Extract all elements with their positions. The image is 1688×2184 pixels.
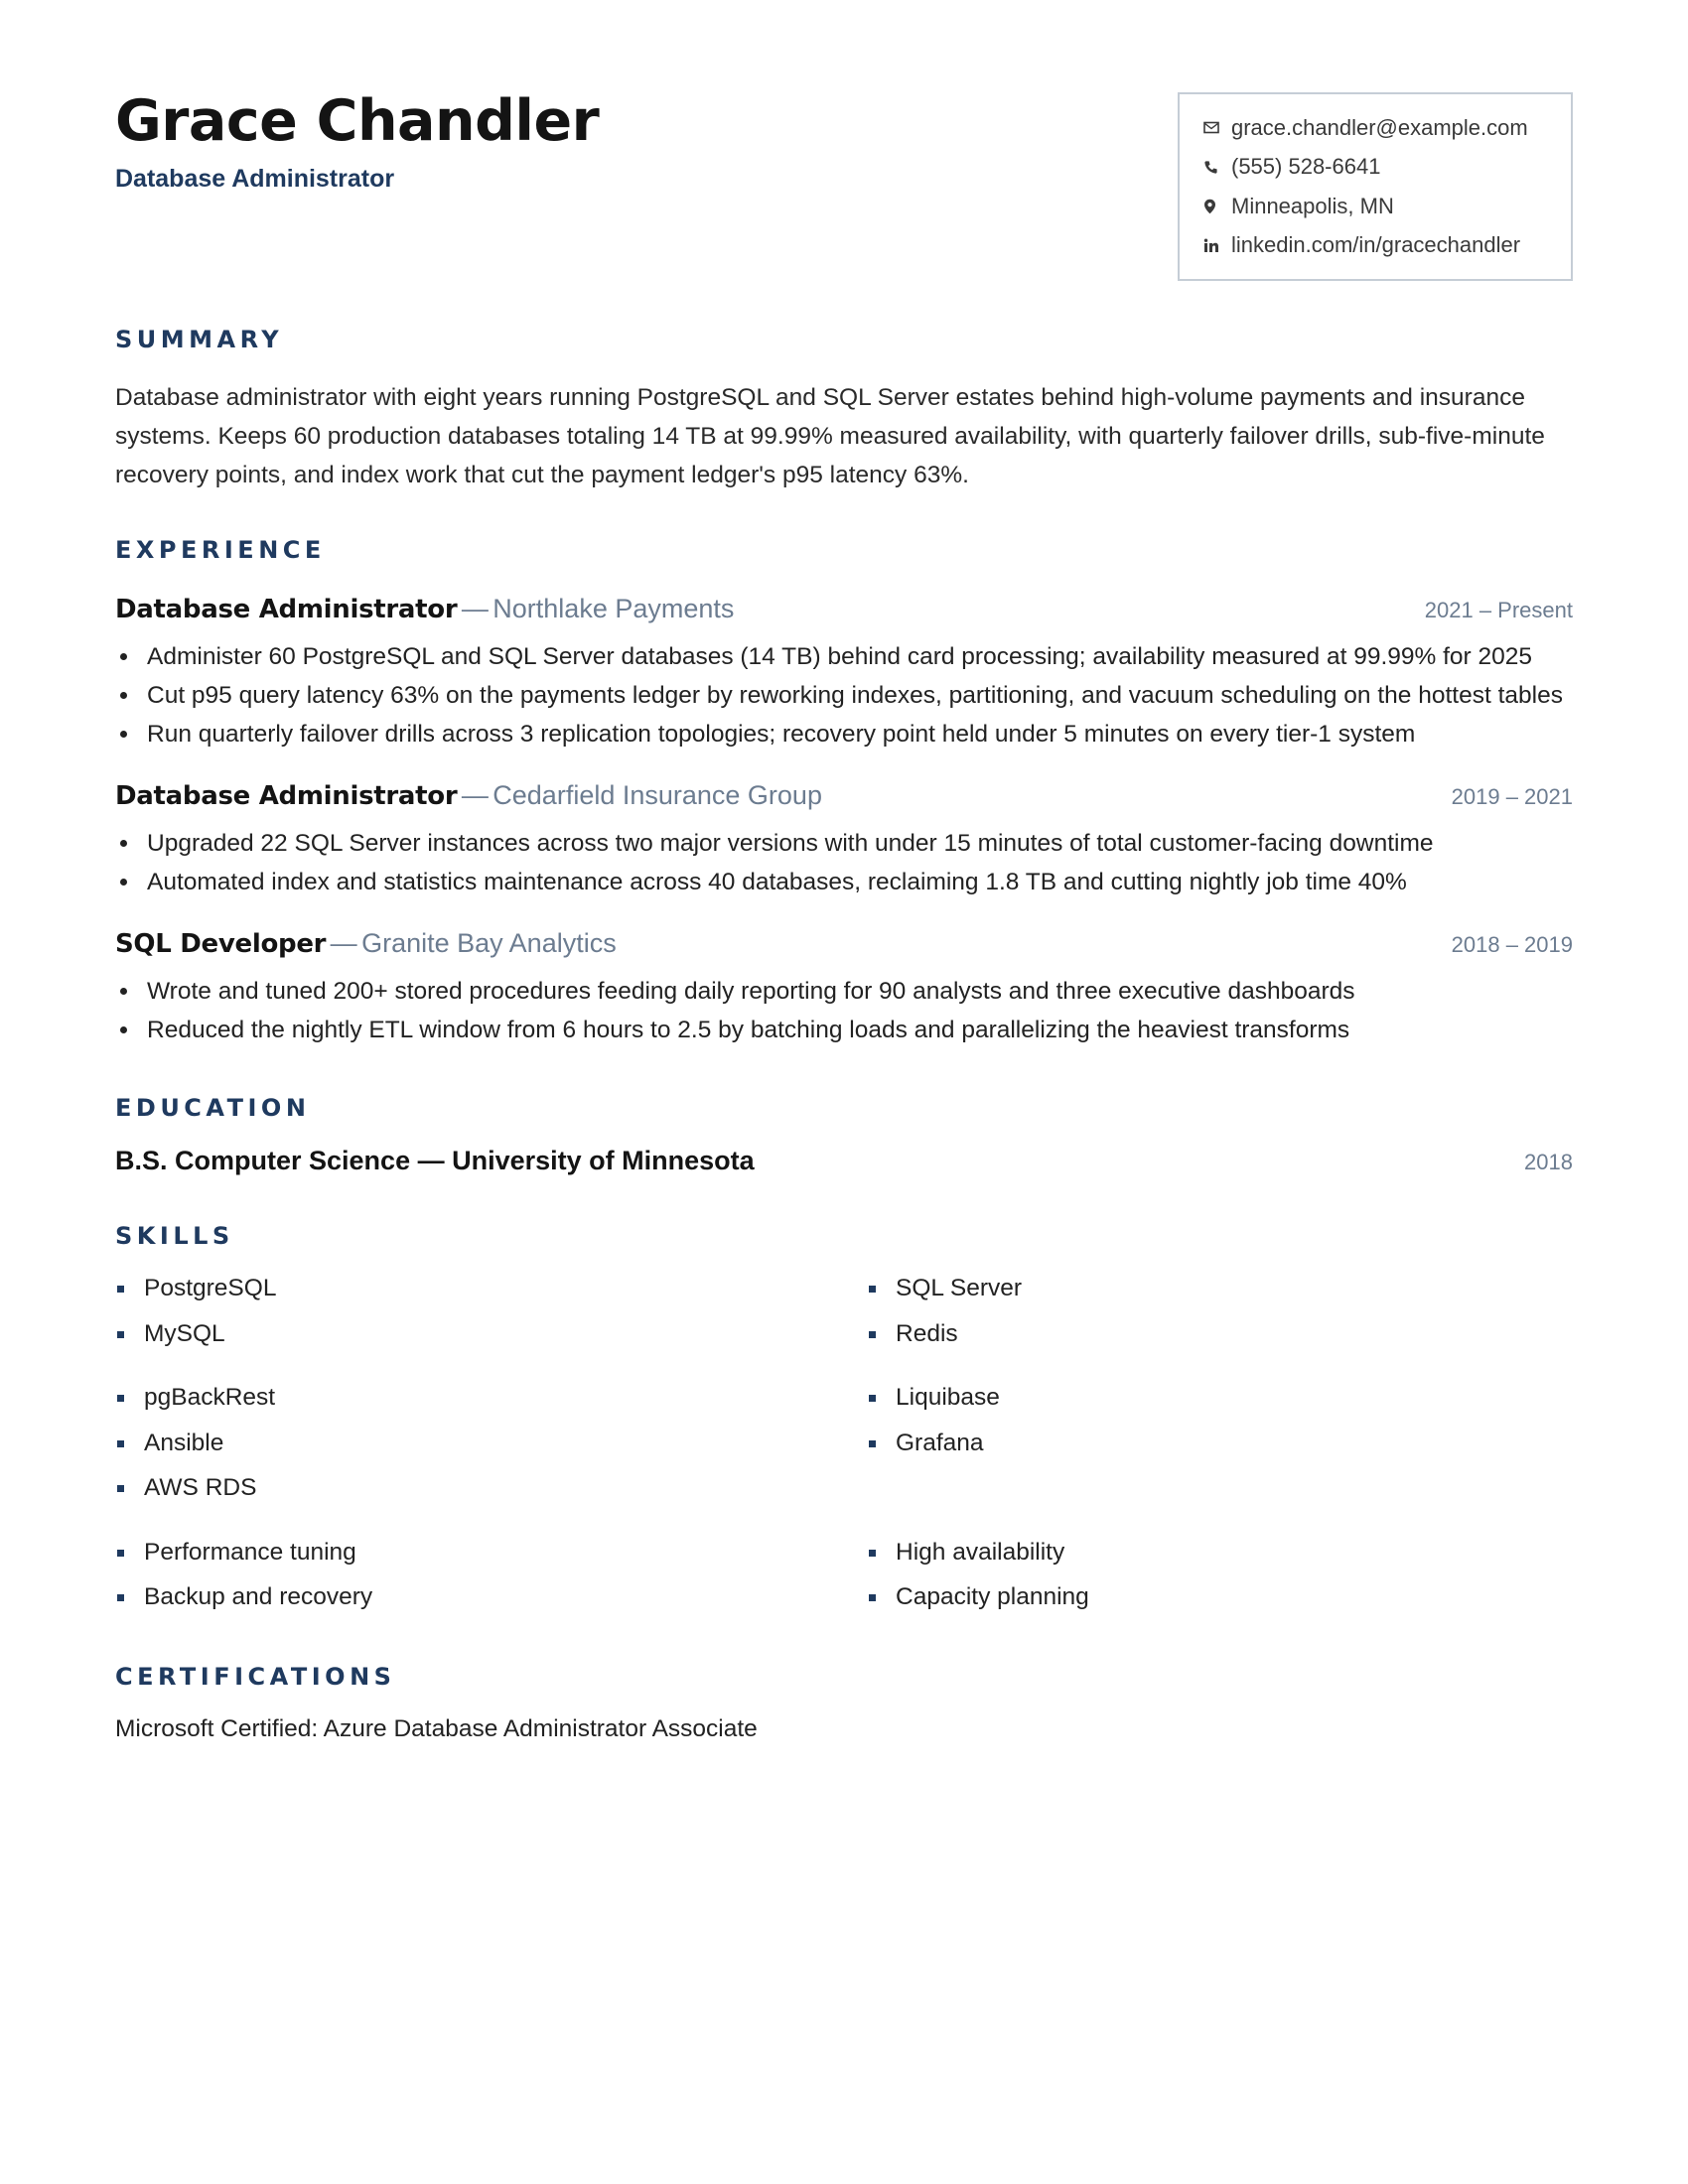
skill-item: Redis xyxy=(867,1311,1573,1357)
contact-box xyxy=(1178,92,1573,281)
summary-text: Database administrator with eight years running PostgreSQL and SQL Server estates behind high-volume payments and insurance systems. Keeps 60 production databases totaling 14 TB at 99.99% measured availability, with quarterly failover drills, sub-five-minute recovery points, and index work that cut the payment ledger's p95 latency 63%. xyxy=(115,384,1545,488)
contact-linkedin-text: linkedin.com/in/gracechandler xyxy=(1231,232,1521,258)
skill-item: Grafana xyxy=(867,1421,1573,1466)
job-header xyxy=(115,925,1573,966)
certifications-heading: CERTIFICATIONS xyxy=(115,1662,396,1691)
job-separator: — xyxy=(330,928,357,958)
job-company: Granite Bay Analytics xyxy=(361,928,617,958)
job-bullet: Upgraded 22 SQL Server instances across two major versions with under 15 minutes of total customer-facing downtime xyxy=(115,824,1573,863)
summary-section xyxy=(115,325,1573,494)
summary-heading: SUMMARY xyxy=(115,326,284,353)
skill-item: High availability xyxy=(867,1530,1573,1575)
job-bullet: Wrote and tuned 200+ stored procedures feeding daily reporting for 90 analysts and three executive dashboards xyxy=(115,972,1573,1011)
candidate-title: Database Administrator xyxy=(115,165,395,193)
candidate-name: Grace Chandler xyxy=(115,88,600,154)
skill-item: Backup and recovery xyxy=(115,1574,867,1620)
certification-item: Microsoft Certified: Azure Database Administrator Associate xyxy=(115,1714,758,1742)
education-entry xyxy=(115,1146,1573,1176)
job-separator: — xyxy=(461,594,489,623)
job-header xyxy=(115,591,1573,631)
job-bullet: Automated index and statistics maintenance across 40 databases, reclaiming 1.8 TB and cutting nightly job time 40% xyxy=(115,863,1573,901)
job-title: SQL Developer xyxy=(115,929,327,959)
skills-section xyxy=(115,1221,1573,1620)
skill-item: SQL Server xyxy=(867,1266,1573,1311)
job-bullets xyxy=(115,824,1573,901)
job-separator: — xyxy=(461,780,489,810)
job-bullet: Cut p95 query latency 63% on the payments ledger by reworking indexes, partitioning, and vacuum scheduling on the hottest tables xyxy=(115,676,1573,715)
resume-header xyxy=(115,87,1573,291)
job-bullet: Administer 60 PostgreSQL and SQL Server databases (14 TB) behind card processing; availability measured at 99.99% for 2025 xyxy=(115,637,1573,676)
contact-linkedin[interactable] xyxy=(1203,226,1549,266)
job-dates: 2019 – 2021 xyxy=(1451,784,1573,809)
experience-entry xyxy=(115,925,1573,1049)
skill-item: AWS RDS xyxy=(115,1465,867,1511)
education-degree: B.S. Computer Science — University of Minnesota xyxy=(115,1146,755,1175)
experience-entry xyxy=(115,591,1573,753)
linkedin-icon xyxy=(1203,238,1225,253)
skills-heading: SKILLS xyxy=(115,1222,234,1250)
job-header xyxy=(115,777,1573,818)
job-title: Database Administrator xyxy=(115,781,458,811)
job-bullet: Run quarterly failover drills across 3 replication topologies; recovery point held under 5 minutes on every tier-1 system xyxy=(115,715,1573,753)
skill-item: Liquibase xyxy=(867,1375,1573,1421)
certifications-section xyxy=(115,1662,1573,1747)
contact-email-text: grace.chandler@example.com xyxy=(1231,114,1528,140)
job-title: Database Administrator xyxy=(115,595,458,624)
job-bullets xyxy=(115,637,1573,753)
skill-item: Capacity planning xyxy=(867,1574,1573,1620)
contact-location-text: Minneapolis, MN xyxy=(1231,193,1394,218)
education-year: 2018 xyxy=(1524,1150,1573,1174)
skill-item: MySQL xyxy=(115,1311,867,1357)
experience-section xyxy=(115,535,1573,1049)
contact-location xyxy=(1203,187,1549,226)
contact-email[interactable] xyxy=(1203,108,1549,148)
job-bullet: Reduced the nightly ETL window from 6 hours to 2.5 by batching loads and parallelizing the heaviest transforms xyxy=(115,1011,1573,1049)
experience-heading: EXPERIENCE xyxy=(115,536,326,564)
phone-icon xyxy=(1203,160,1225,175)
education-section xyxy=(115,1093,1573,1176)
skill-item: Ansible xyxy=(115,1421,867,1466)
job-dates: 2021 – Present xyxy=(1424,598,1573,622)
skill-item: Performance tuning xyxy=(115,1530,867,1575)
skills-group xyxy=(115,1266,1573,1356)
skill-item: PostgreSQL xyxy=(115,1266,867,1311)
skill-item: pgBackRest xyxy=(115,1375,867,1421)
job-bullets xyxy=(115,972,1573,1049)
location-pin-icon xyxy=(1203,199,1225,214)
experience-entry xyxy=(115,777,1573,901)
job-company: Northlake Payments xyxy=(492,594,735,623)
envelope-icon xyxy=(1203,121,1225,134)
skills-group xyxy=(115,1375,1573,1511)
education-heading: EDUCATION xyxy=(115,1094,311,1122)
contact-phone[interactable] xyxy=(1203,148,1549,188)
contact-phone-text: (555) 528-6641 xyxy=(1231,154,1381,180)
job-dates: 2018 – 2019 xyxy=(1451,932,1573,957)
skills-group xyxy=(115,1530,1573,1620)
job-company: Cedarfield Insurance Group xyxy=(492,780,822,810)
